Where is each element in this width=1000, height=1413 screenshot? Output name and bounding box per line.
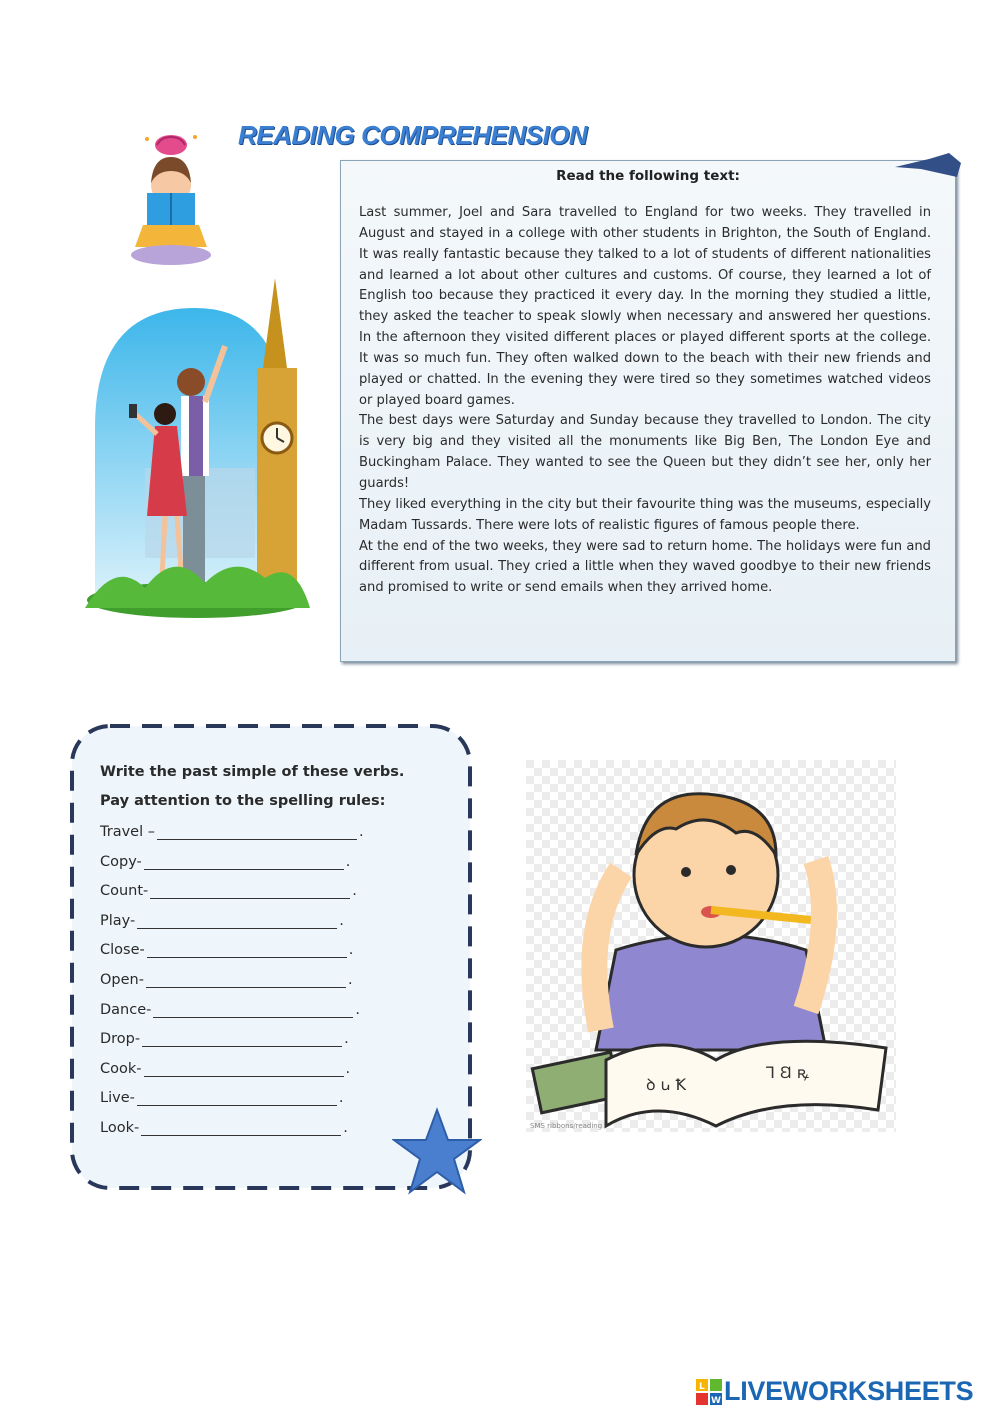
answer-line[interactable]	[144, 855, 344, 870]
reading-heading: Read the following text:	[556, 168, 740, 184]
svg-text:W: W	[711, 1395, 721, 1405]
answer-line[interactable]	[141, 1121, 341, 1136]
line-end: .	[345, 1061, 351, 1077]
verb-row	[100, 966, 353, 988]
paragraph: They liked everything in the city but their favourite thing was the museums, especially Madam Tussards. There were lots of realistic figures of famous people there.	[359, 496, 931, 533]
line-end: .	[358, 824, 364, 840]
verb-row	[100, 907, 344, 929]
reading-child-icon	[117, 127, 228, 273]
answer-line[interactable]	[137, 914, 337, 929]
paragraph: The best days were Saturday and Sunday because they travelled to London. The city is very big and they visited all the monuments like Big Ben, The London Eye and Buckingham Palace. They wanted to see the Queen but they didn’t see her, only her guards!	[359, 413, 931, 491]
verb-label: Open-	[100, 972, 144, 988]
svg-text:Ꞁ Ꞛ ꝶ: Ꞁ Ꞛ ꝶ	[766, 1063, 809, 1082]
reading-passage	[359, 203, 931, 599]
line-end: .	[355, 1002, 360, 1018]
verb-row	[100, 1025, 349, 1047]
reading-text-panel	[340, 160, 956, 662]
line-end: .	[339, 913, 344, 929]
answer-line[interactable]	[144, 1062, 344, 1077]
verb-row	[100, 1055, 350, 1077]
verb-label: Drop-	[100, 1031, 141, 1047]
verb-row	[100, 818, 364, 840]
line-end: .	[352, 883, 357, 899]
line-end: .	[338, 1090, 344, 1106]
paragraph: Last summer, Joel and Sara travelled to England for two weeks. They travelled in August and stayed in a college with other students in Brighton, the South of England. It was really fantastic because they talked to a lot of students of different nationalities and learned a lot about other cultures and customs. Of course, they learned a lot of English too because they practiced it every day. In the morning they studied a little, they asked the teacher to speak slowly when necessary and answered her questions. In the afternoon they visited different places or played different sports at the college. It was so much fun. They often walked down to the beach with their new friends and played or chatted. In the evening they were tired so they sometimes watched videos or played board games.	[359, 205, 931, 408]
line-end: .	[345, 854, 351, 870]
answer-line[interactable]	[137, 1091, 337, 1106]
svg-text:L: L	[699, 1381, 705, 1392]
verb-row	[100, 877, 357, 899]
boy-studying-illustration	[526, 760, 896, 1132]
verb-label: Close-	[100, 942, 145, 958]
verb-label: Copy-	[100, 854, 142, 870]
line-end: .	[348, 942, 354, 958]
verb-label: Live-	[100, 1090, 135, 1106]
page-title: READING COMPREHENSION	[238, 120, 588, 150]
answer-line[interactable]	[150, 884, 350, 899]
verb-label: Dance-	[100, 1002, 152, 1018]
past-simple-exercise	[62, 718, 482, 1196]
verb-row	[100, 1084, 343, 1106]
verb-row	[100, 936, 353, 958]
logo-text: LIVEWORKSHEETS	[724, 1376, 974, 1406]
verb-row	[100, 996, 360, 1018]
image-watermark: SMS ribbons/reading	[530, 1122, 603, 1130]
line-end: .	[347, 972, 353, 988]
line-end: .	[344, 1031, 349, 1047]
verb-label: Cook-	[100, 1061, 142, 1077]
travel-couple-illustration	[85, 278, 310, 618]
answer-line[interactable]	[153, 1003, 353, 1018]
verb-label: Travel –	[100, 824, 155, 840]
answer-line[interactable]	[146, 973, 346, 988]
verb-label: Look-	[100, 1120, 140, 1136]
answer-line[interactable]	[142, 1032, 342, 1047]
svg-text:ꝺ ꭎ Ꝁ: ꝺ ꭎ Ꝁ	[646, 1075, 687, 1094]
exercise-instruction: Write the past simple of these verbs. Pay attention to the spelling rules:	[100, 764, 405, 809]
verb-label: Play-	[100, 913, 136, 929]
paragraph: At the end of the two weeks, they were sad to return home. The holidays were fun and different from usual. They cried a little when they waved goodbye to their new friends and promised to write or send emails when they arrived home.	[359, 538, 931, 596]
verb-row	[100, 1114, 348, 1136]
answer-line[interactable]	[147, 943, 347, 958]
liveworksheets-logo[interactable]	[696, 1376, 973, 1407]
liveworksheets-mark-icon	[696, 1379, 722, 1405]
star-icon	[392, 1106, 482, 1196]
verb-label: Count-	[100, 883, 149, 899]
answer-line[interactable]	[157, 825, 357, 840]
line-end: .	[343, 1120, 348, 1136]
verb-row	[100, 848, 350, 870]
